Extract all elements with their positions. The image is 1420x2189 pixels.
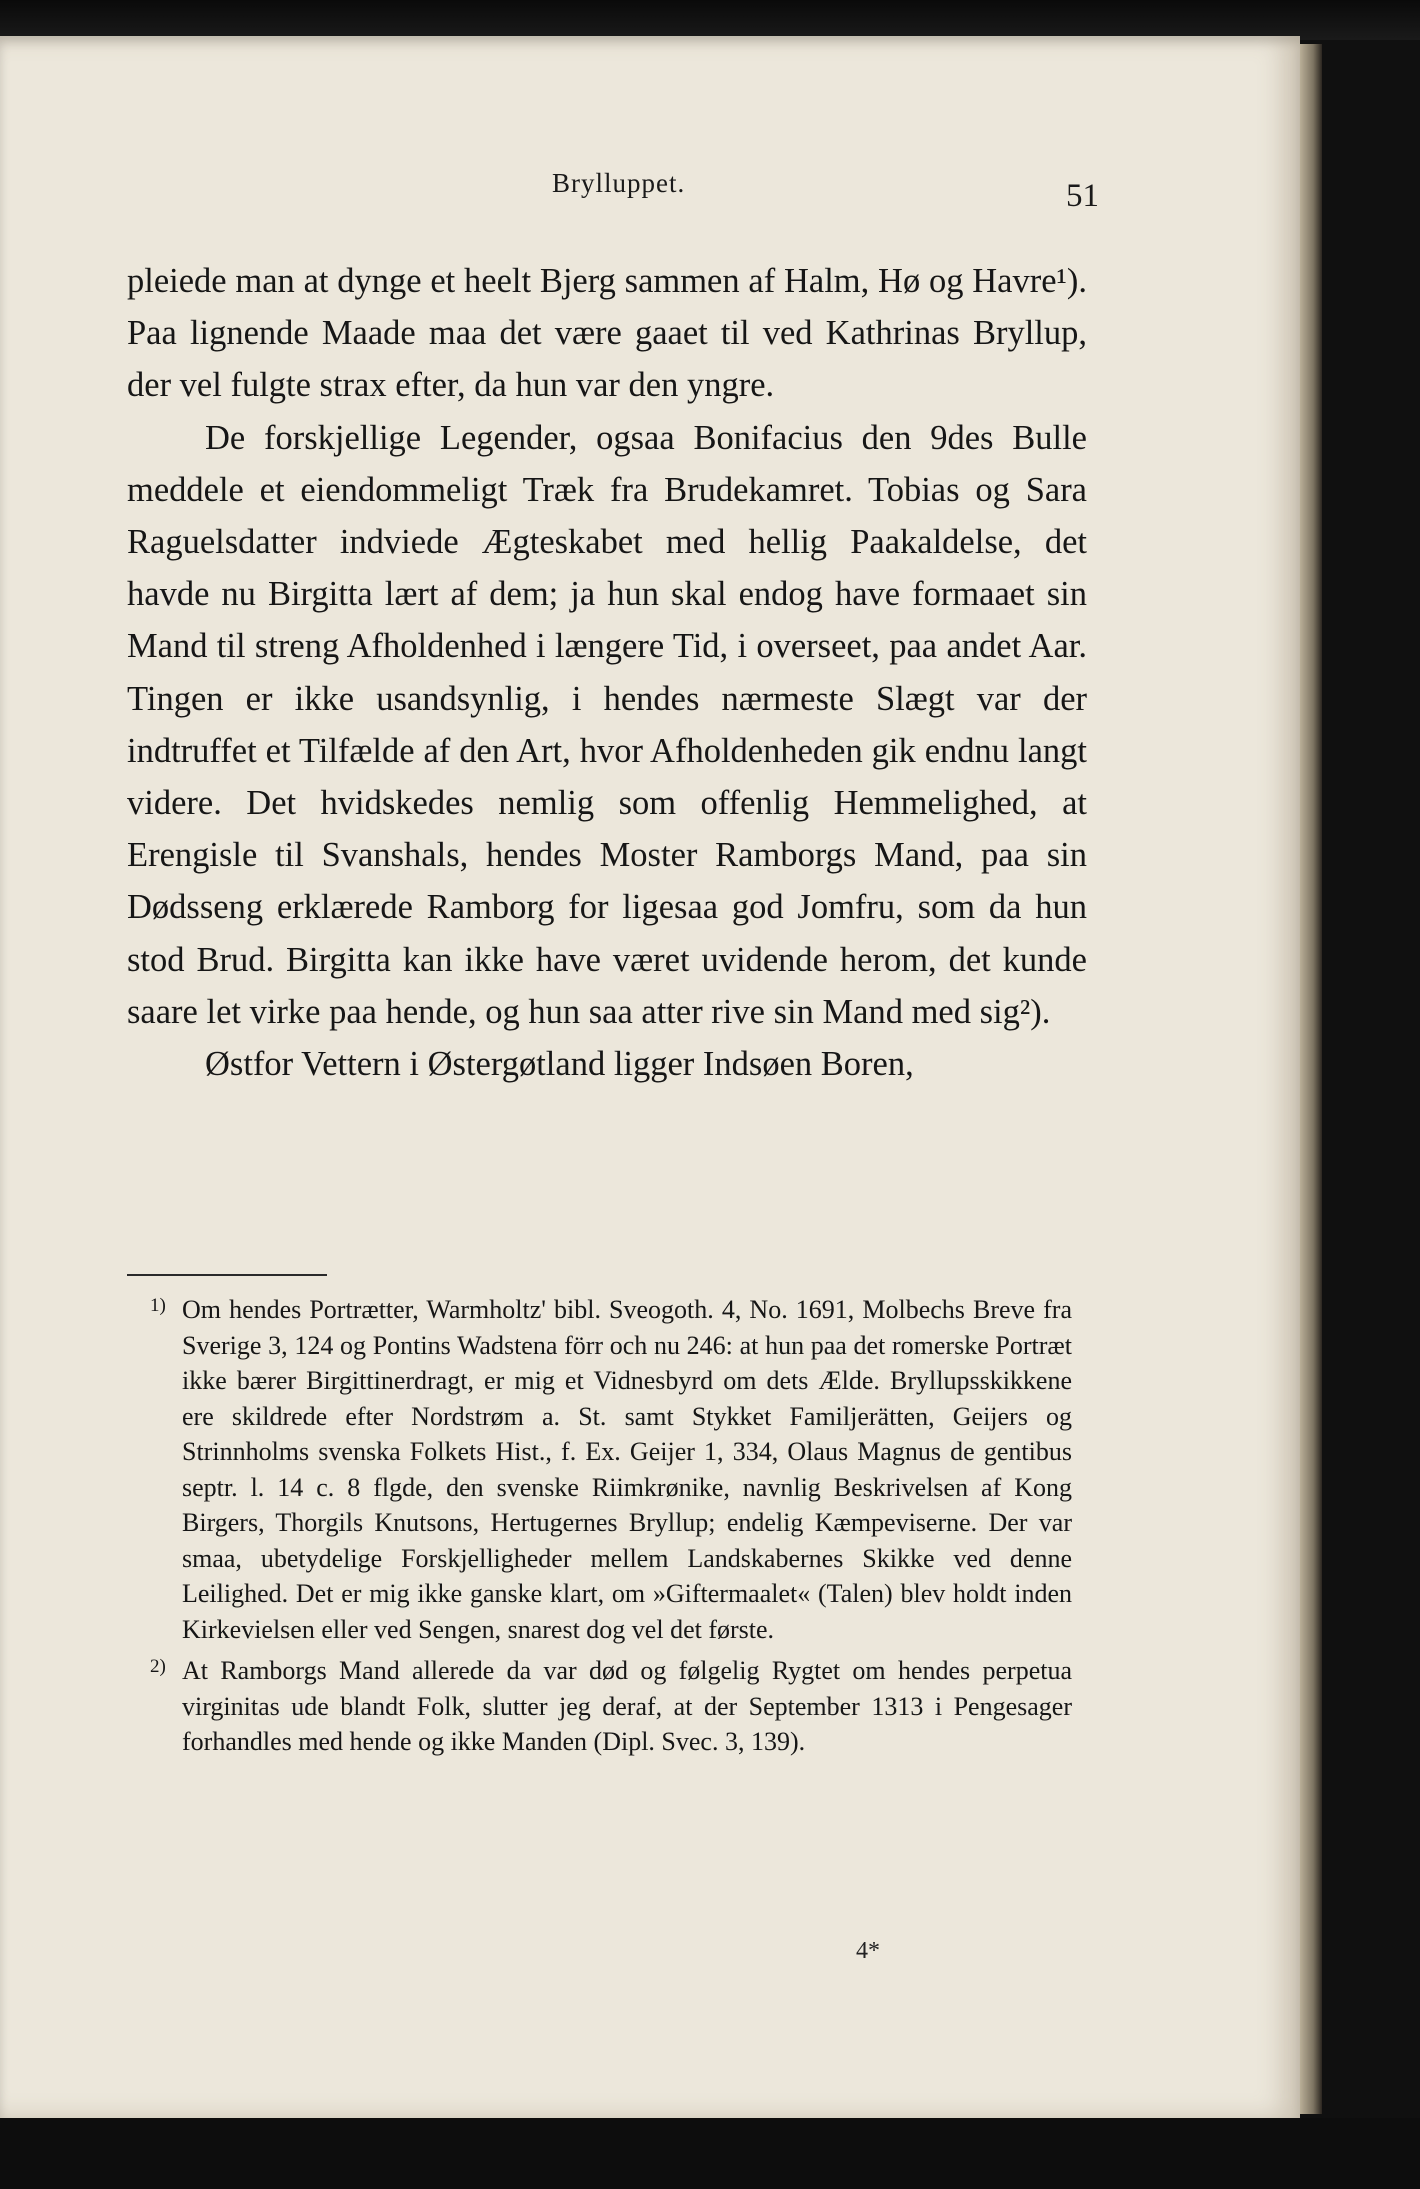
footnotes (150, 1292, 1072, 1766)
scan-top-border (0, 0, 1420, 40)
footnote (150, 1653, 1072, 1760)
footnote (150, 1292, 1072, 1647)
footnote-divider (127, 1274, 327, 1276)
paragraph: De forskjellige Legender, ogsaa Bonifacius den 9des Bulle meddele et eiendommeligt Træk fra Brudekamret. Tobias og Sara Raguelsdatter indviede Ægteskabet med hellig Paakaldelse, det havde nu Birgitta lært af dem; ja hun skal endog have formaaet sin Mand til streng Afholdenhed i længere Tid, i overseet, paa andet Aar. Tingen er ikke usandsynlig, i hendes nærmeste Slægt var der indtruffet et Tilfælde af den Art, hvor Afholdenheden gik endnu langt videre. Det hvidskedes nemlig som offenlig Hemmelighed, at Erengisle til Svanshals, hendes Moster Ramborgs Mand, paa sin Dødsseng erklærede Ramborg for ligesaa god Jomfru, som da hun stod Brud. Birgitta kan ikke have været uvidende herom, det kunde saare let virke paa hende, og hun saa atter rive sin Mand med sig²). (127, 418, 1087, 1031)
page-edge (1300, 44, 1322, 2114)
footnote-text: Om hendes Portrætter, Warmholtz' bibl. Sveogoth. 4, No. 1691, Molbechs Breve fra Sverige 3, 124 og Pontins Wadstena förr och nu 246: at hun paa det romerske Portræt ikke bærer Birgittinerdragt, er mig et Vidnesbyrd om dets Ælde. Bryllupsskikkene ere skildrede efter Nordstrøm a. St. samt Stykket Familjerätten, Geijers og Strinnholms svenska Folkets Hist., f. Ex. Geijer 1, 334, Olaus Magnus de gentibus septr. l. 14 c. 8 flgde, den svenske Riimkrønike, navnlig Beskrivelsen af Kong Birgers, Thorgils Knutsons, Hertugernes Bryllup; endelig Kæmpeviserne. Der var smaa, ubetydelige Forskjelligheder mellem Landskabernes Skikke ved denne Leilighed. Det er mig ikke ganske klart, om »Giftermaalet« (Talen) blev holdt inden Kirkevielsen eller ved Sengen, snarest dog vel det første. (182, 1295, 1072, 1644)
paragraph: Østfor Vettern i Østergøtland ligger Indsøen Boren, (205, 1045, 914, 1084)
running-header (120, 140, 1105, 214)
main-text (127, 255, 1087, 1090)
paragraph: pleiede man at dynge et heelt Bjerg sammen af Halm, Hø og Havre¹). Paa lignende Maade maa det være gaaet til ved Kathrinas Bryllup, der vel fulgte strax efter, da hun var den yngre. (127, 262, 1087, 405)
footnote-mark: 1) (150, 1295, 166, 1316)
footnote-mark: 2) (150, 1656, 166, 1677)
page-number: 51 (1066, 178, 1099, 214)
scan-bottom-border (0, 2118, 1420, 2189)
running-title: Brylluppet. (552, 168, 686, 198)
signature-mark: 4* (856, 1938, 880, 1964)
footnote-text: At Ramborgs Mand allerede da var død og følgelig Rygtet om hendes perpetua virginitas ude blandt Folk, slutter jeg deraf, at der September 1313 i Pengesager forhandles med hende og ikke Manden (Dipl. Svec. 3, 139). (182, 1656, 1072, 1756)
